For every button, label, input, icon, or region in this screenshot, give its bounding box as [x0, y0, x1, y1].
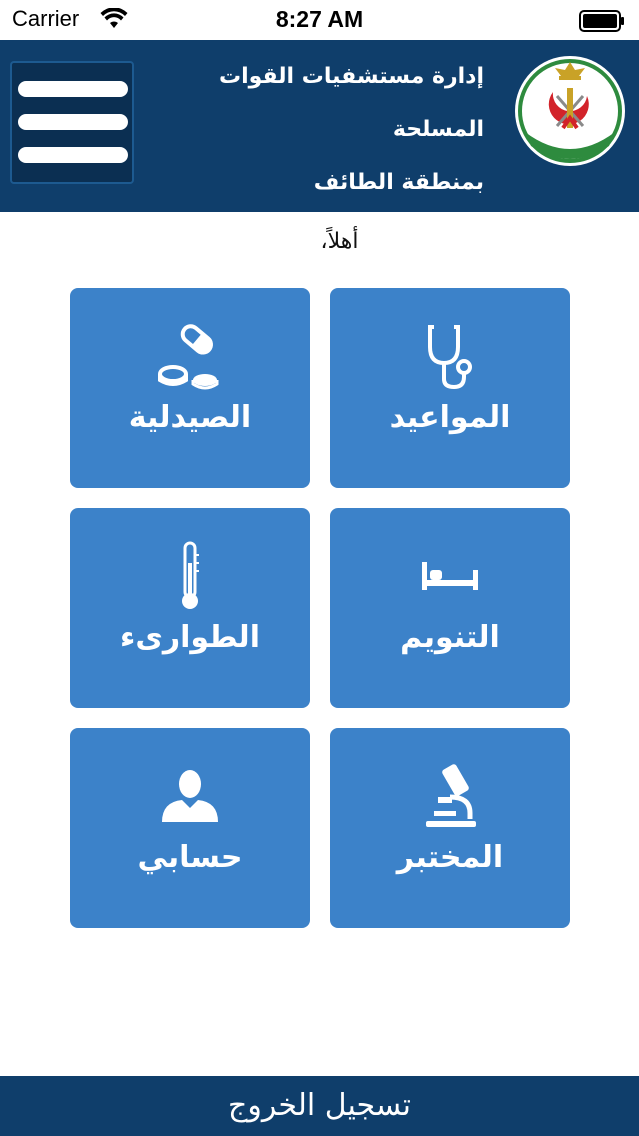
hospital-logo [513, 54, 627, 168]
laboratory-tile[interactable] [330, 728, 570, 928]
user-icon [160, 768, 220, 824]
tile-icon-wrapper [70, 536, 310, 616]
tile-label: المختبر [396, 840, 504, 875]
menu-button[interactable] [10, 61, 134, 184]
pills-icon [155, 320, 225, 392]
tile-icon-wrapper [70, 316, 310, 396]
logout-label: تسجيل الخروج [227, 1088, 412, 1123]
microscope-icon [420, 763, 480, 829]
appointments-tile[interactable] [330, 288, 570, 488]
header-title [184, 50, 484, 209]
tile-label: التنويم [400, 620, 500, 655]
tile-icon-wrapper [330, 756, 570, 836]
battery-icon [579, 10, 625, 32]
header-title-line: بمنطقة الطائف [313, 170, 484, 195]
hamburger-icon-bar [18, 114, 128, 130]
hamburger-icon-bar [18, 147, 128, 163]
tile-icon-wrapper [330, 316, 570, 396]
tile-icon-wrapper [70, 756, 310, 836]
header-title-line: المسلحة [392, 117, 484, 142]
stethoscope-icon [420, 321, 480, 391]
thermometer-icon [178, 541, 202, 611]
header-title-line: إدارة مستشفيات القوات [219, 64, 484, 89]
status-bar [0, 0, 639, 40]
my-account-tile[interactable] [70, 728, 310, 928]
tile-icon-wrapper [330, 536, 570, 616]
app-header [0, 40, 639, 212]
inpatient-tile[interactable] [330, 508, 570, 708]
pharmacy-tile[interactable] [70, 288, 310, 488]
bed-icon [418, 556, 482, 596]
tile-label: المواعيد [389, 400, 511, 435]
tile-label: الطوارىء [120, 620, 260, 655]
carrier-label: Carrier [12, 6, 80, 31]
emergency-tile[interactable] [70, 508, 310, 708]
status-time: 8:27 AM [275, 6, 364, 32]
tile-label: الصيدلية [128, 400, 252, 435]
hamburger-icon [18, 81, 128, 97]
greeting-text: أهلاً، [320, 229, 359, 254]
logout-button[interactable] [0, 1076, 639, 1136]
tile-label: حسابي [137, 840, 243, 875]
